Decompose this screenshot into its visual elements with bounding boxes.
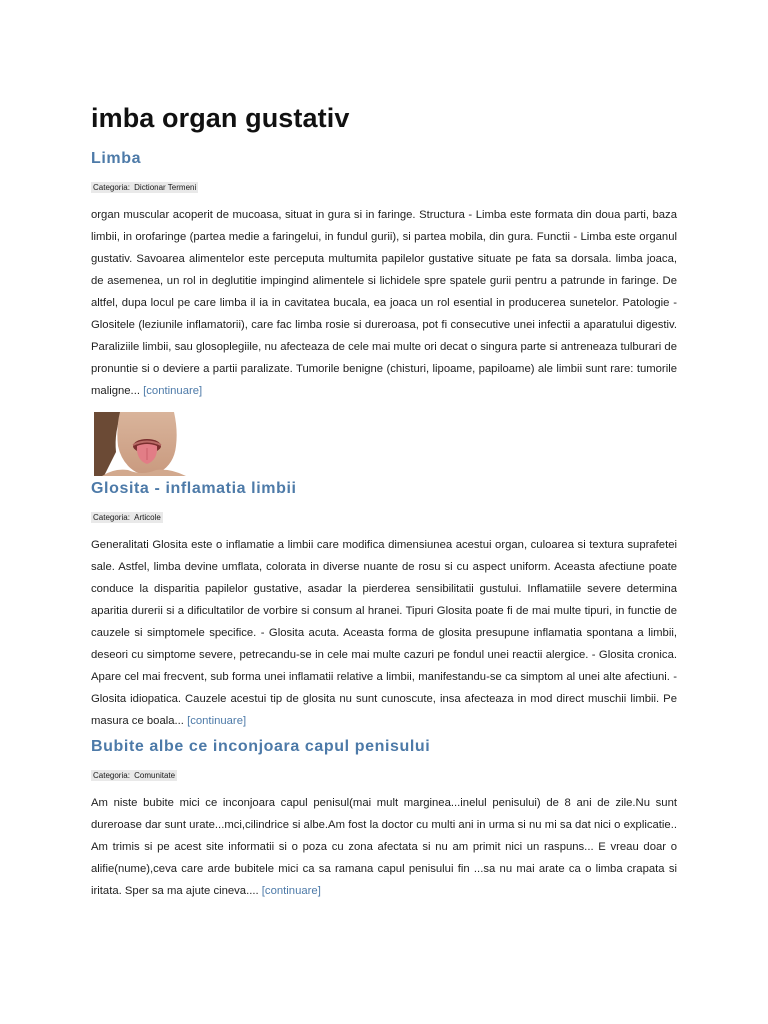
tongue-thumbnail-image[interactable] [94, 412, 191, 476]
article-limba [91, 148, 677, 402]
category-tag [91, 770, 177, 781]
category-prefix: Categoria: [93, 183, 130, 192]
article-bubite [91, 736, 677, 902]
article-excerpt: organ muscular acoperit de mucoasa, situat in gura si in faringe. Structura - Limba este formata din doua parti, baza limbii, in orofaringe (partea medie a faringelui, in fundul gurii), si partea mobila, din gura. Functii - Limba este organul gustativ. Savoarea alimentelor este perceputa multumita papilelor gustative situate pe fata sa dorsala. limba joaca, de asemenea, un rol in deglutitie impingind alimentele si lichidele spre spatele gurii pentru a patrunde in faringe. De altfel, dupa locul pe care limba il ia in cavitatea bucala, ea joaca un rol esential in producerea sunetelor. Patologie - Glositele (leziunile inflamatorii), care fac limba rosie si dureroasa, pot fi consecutive unei infectii a aparatului digestiv. Paraliziile limbii, sau glosoplegiile, nu afecteaza de cele mai multe ori decat o singura parte si antreneaza tulburari de pronuntie si o deviere a partii paralizate. Tumorile benigne (chisturi, lipoame, papiloame) ale limbii sunt rare: tumorile maligne... [91, 209, 677, 397]
category-tag [91, 512, 163, 523]
article-text-limba [91, 204, 677, 402]
category-tag [91, 182, 198, 193]
article-title-limba[interactable]: Limba [91, 150, 142, 167]
continue-link[interactable]: [continuare] [187, 715, 247, 727]
article-category-bubite [91, 770, 677, 782]
category-prefix: Categoria: [93, 771, 130, 780]
article-glosita [91, 478, 677, 732]
continue-link[interactable]: [continuare] [143, 385, 203, 397]
article-title-glosita[interactable]: Glosita - inflamatia limbii [91, 480, 297, 497]
article-category-limba [91, 182, 677, 194]
category-value[interactable]: Dictionar Termeni [134, 183, 197, 192]
article-title-bubite[interactable]: Bubite albe ce inconjoara capul penisului [91, 738, 431, 755]
category-value[interactable]: Articole [134, 513, 161, 522]
continue-link[interactable]: [continuare] [261, 885, 321, 897]
category-prefix: Categoria: [93, 513, 130, 522]
page-title: imba organ gustativ [91, 103, 350, 133]
article-text-glosita [91, 534, 677, 732]
category-value[interactable]: Comunitate [134, 771, 176, 780]
article-excerpt: Generalitati Glosita este o inflamatie a limbii care modifica dimensiunea acestui organ, culoarea si textura suprafetei sale. Astfel, limba devine umflata, colorata in diverse nuante de rosu si cu aspect uniform. Aceasta afectiune poate conduce la disparitia papilelor gustative, asadar la pierderea sensibilitatii gustului. Inflamatiile severe determina aparitia durerii si a dificultatilor de vorbire si consum al hranei. Tipuri Glosita poate fi de mai multe tipuri, in functie de cauzele si simptomele specifice. - Glosita acuta. Aceasta forma de glosita presupune inflamatia spontana a limbii, deseori cu simptome severe, petrecandu-se in cele mai multe cazuri pe fondul unei reactii alergice. - Glosita cronica. Apare cel mai frecvent, sub forma unei inflamatii relative a limbii, manifestandu-se ca simptom al unei alte afectiuni. - Glosita idiopatica. Cauzele acestui tip de glosita nu sunt cunoscute, insa afecteaza in mod direct muschii limbii. Pe masura ce boala... [91, 539, 677, 727]
document-page [91, 100, 677, 902]
article-excerpt: Am niste bubite mici ce inconjoara capul penisul(mai mult marginea...inelul penisului) de 8 ani de zile.Nu sunt dureroase dar sunt urate...mci,cilindrice si albe.Am fost la doctor cu multi ani in urma si nu mi sa dat nici o explicatie.. Am trimis si pe acest site informatii si o poza cu zona afectata si nu am primit nici un raspuns... E vreau doar o alifie(nume),ceva care arde bubitele mici ca sa ramana capul penisului fin ...sa nu mai arate ca o limba crapata si iritata. Sper sa ma ajute cineva.... [91, 797, 677, 897]
article-category-glosita [91, 512, 677, 524]
article-text-bubite [91, 792, 677, 902]
